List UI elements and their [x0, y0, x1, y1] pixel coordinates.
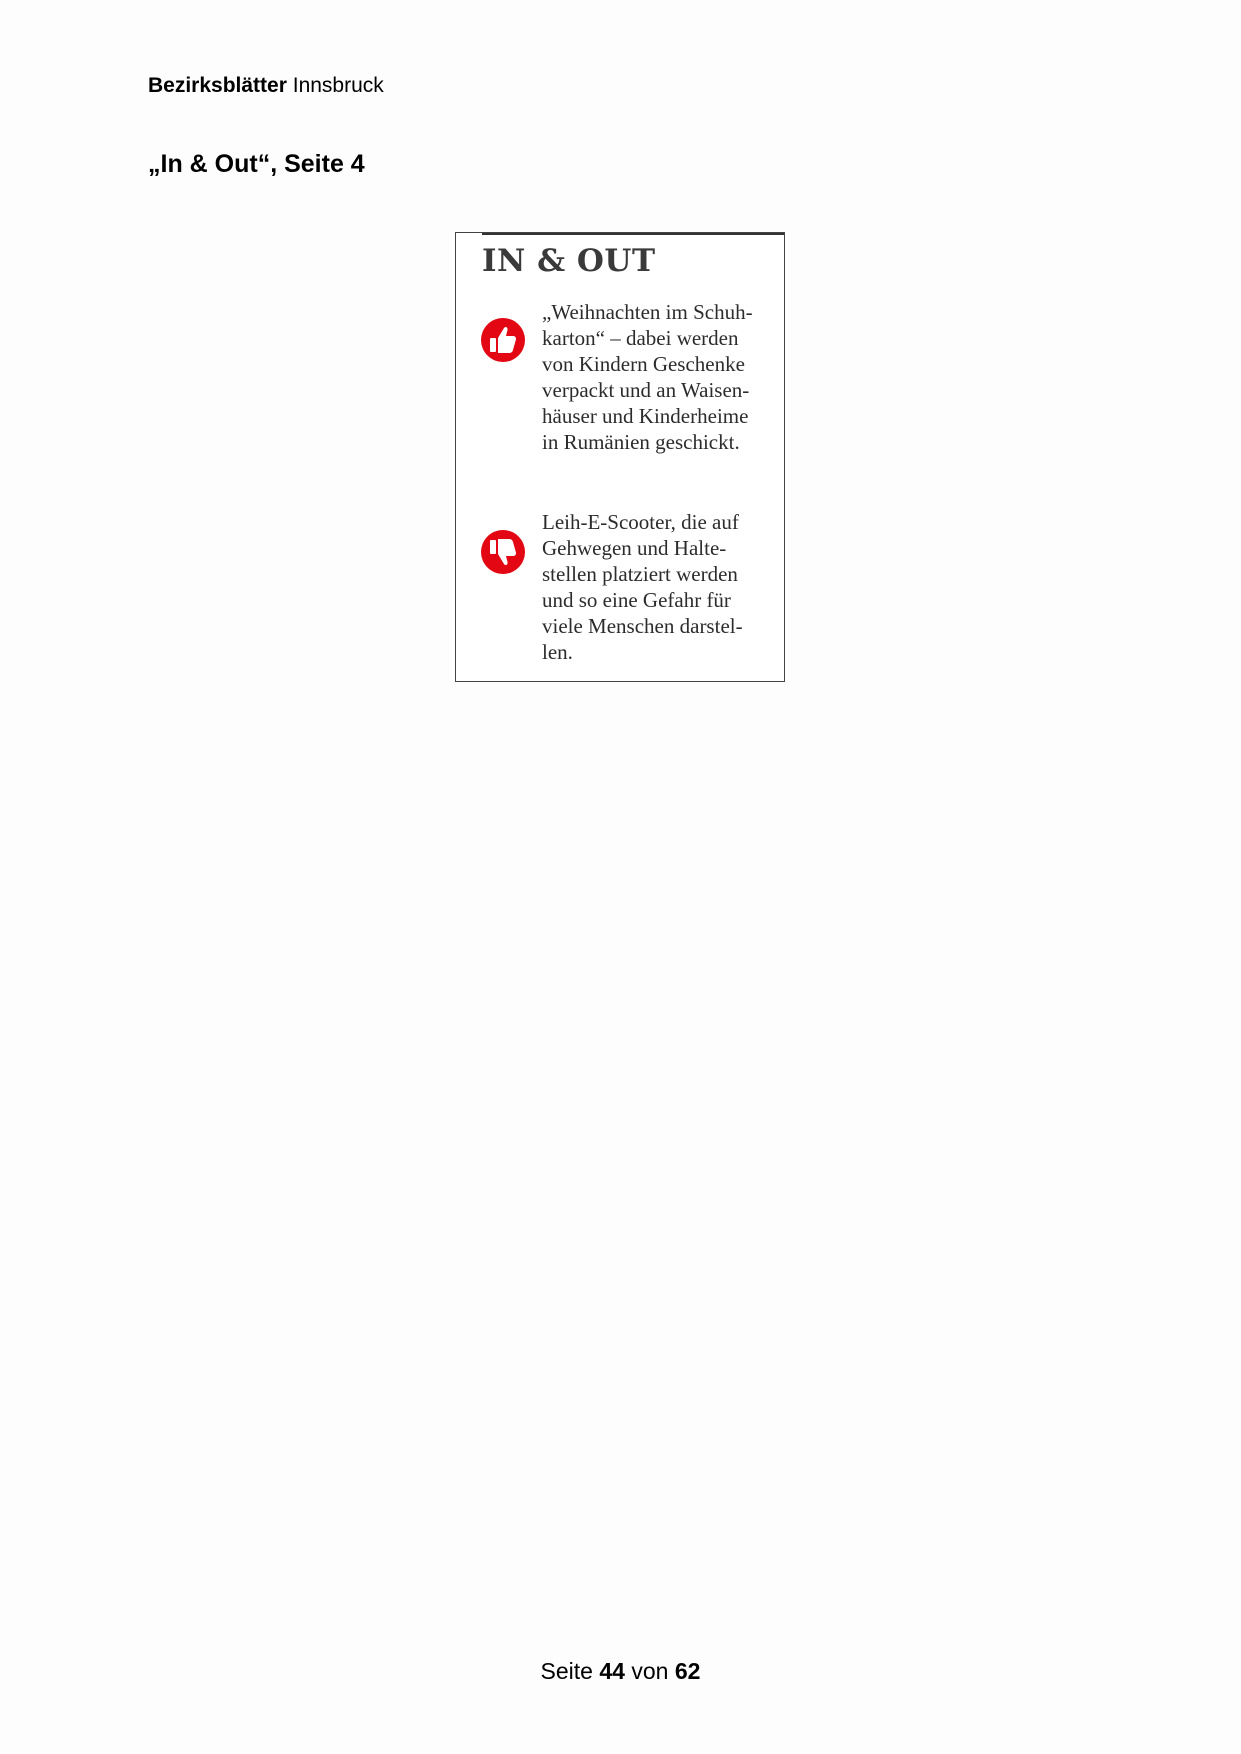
publication-name: Bezirksblätter [148, 74, 287, 97]
clipping-title: IN & OUT [482, 243, 656, 279]
clipping-top-rule [482, 233, 784, 235]
page-header [148, 72, 384, 100]
page-label: Seite [540, 1658, 593, 1684]
total-pages-number: 62 [674, 1658, 701, 1684]
article-title: „In & Out“, Seite 4 [148, 150, 365, 178]
out-item-text: Leih-E-Scooter, die auf Gehwegen und Halte- stellen platziert werden und so eine Gefahr für viele Menschen darstel- len. [542, 510, 743, 664]
thumbs-down-icon [480, 529, 526, 575]
page-footer [0, 1656, 1241, 1686]
current-page-number: 44 [599, 1658, 625, 1684]
publication-location: Innsbruck [292, 74, 384, 97]
newspaper-clipping [455, 232, 785, 682]
page-of-label: von [631, 1658, 669, 1684]
thumbs-up-icon [480, 317, 526, 363]
in-item-text: „Weihnachten im Schuh- karton“ – dabei werden von Kindern Geschenke verpackt und an Waisen- häuser und Kinderheime in Rumänien geschickt. [542, 300, 753, 454]
